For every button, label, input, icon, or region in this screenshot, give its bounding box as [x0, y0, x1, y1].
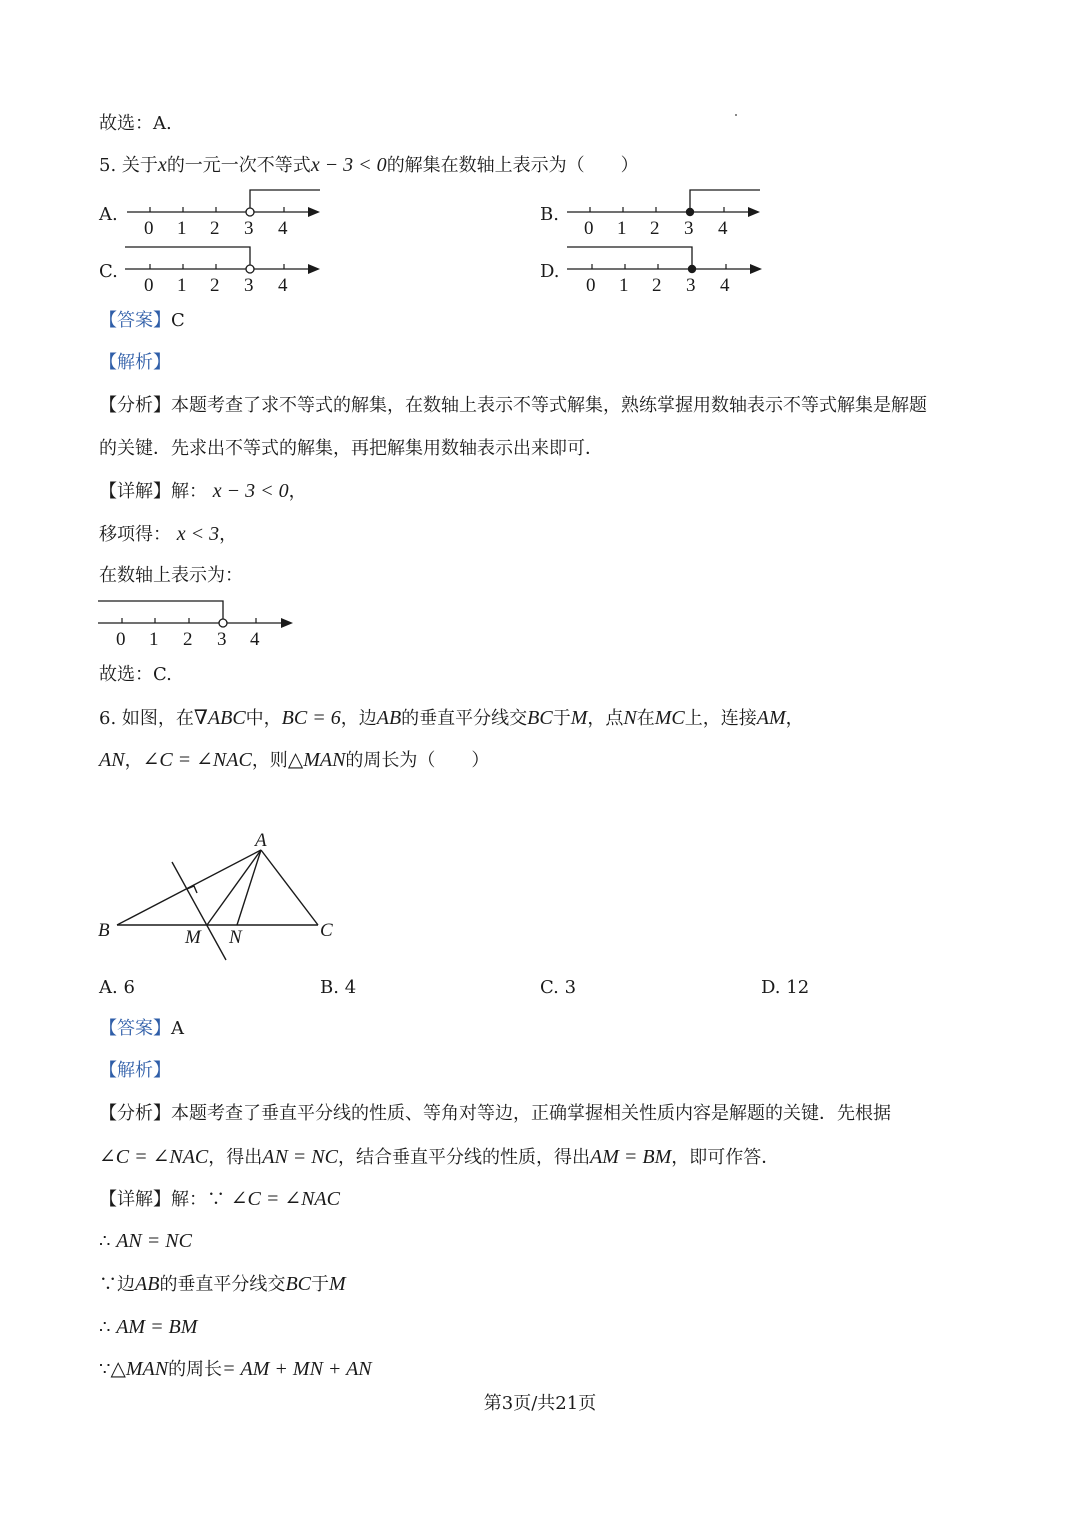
q5-stem-pre: 关于 [121, 155, 158, 176]
q6-answer-line: 【答案】A [99, 1018, 184, 1039]
q6-option-a: A. 6 [99, 977, 135, 998]
detail-tag: 【详解】 [99, 481, 171, 502]
tick-label-3: 3 [684, 218, 694, 239]
q6-step2: ∵边AB的垂直平分线交BC于M [99, 1273, 346, 1295]
vertex-b-label: B [98, 920, 110, 941]
fenxi-tag: 【分析】 [99, 395, 171, 416]
q6-stem-line1: 6. 如图，在∇ABC中，BC = 6，边AB的垂直平分线交BC于M，点N在MC上，连接AM， [99, 707, 804, 729]
fenxi-text: 本题考查了求不等式的解集，在数轴上表示不等式解集，熟练掌握用数轴表示不等式解集是解题 [171, 395, 927, 416]
tick-label-1: 1 [177, 275, 187, 296]
detail-eq: x − 3 < 0 [212, 480, 289, 502]
q5-analysis-tag: 【解析】 [99, 352, 171, 373]
detail-prefix: 解： [171, 481, 207, 502]
tick-label-4: 4 [278, 275, 288, 296]
q5-option-a-label: A. [99, 204, 118, 225]
point-n-label: N [229, 927, 242, 948]
q5-inequality: x − 3 < 0 [310, 154, 387, 176]
q5-number: 5. [99, 155, 117, 176]
tick-label-1: 1 [617, 218, 627, 239]
q6-step3: ∴ AM = BM [99, 1316, 198, 1338]
q6-option-d: D. 12 [761, 977, 810, 998]
move-prefix: 移项得： [99, 524, 171, 545]
tick-label-1: 1 [177, 218, 187, 239]
q6-fenxi-line1: 【分析】本题考查了垂直平分线的性质、等角对等边，正确掌握相关性质内容是解题的关键．先根据 [99, 1103, 891, 1124]
tick-label-0: 0 [144, 218, 154, 239]
prev-conclusion: 故选：A. [99, 113, 172, 134]
tick-label-3: 3 [217, 629, 227, 650]
q6-fenxi-line2: ∠C = ∠NAC，得出AN = NC，结合垂直平分线的性质，得出AM = BM，即可作答． [99, 1146, 780, 1168]
q6-step4: ∵△MAN的周长= AM + MN + AN [99, 1358, 372, 1380]
page-footer: 第3页/共21页 [483, 1393, 597, 1414]
q6-stem-line2: AN，∠C = ∠NAC，则△MAN的周长为（ ） [99, 749, 490, 771]
tick-label-0: 0 [144, 275, 154, 296]
tick-label-1: 1 [619, 275, 629, 296]
q5-stem-mid: 的一元一次不等式 [166, 155, 311, 176]
q6-option-c: C. 3 [540, 977, 577, 998]
tick-label-4: 4 [278, 218, 288, 239]
tick-label-3: 3 [686, 275, 696, 296]
q5-answer: C [171, 310, 185, 331]
segment-am [207, 850, 261, 925]
detail-comma: ， [288, 481, 307, 502]
q5-var-x: x [157, 154, 167, 176]
point-m-label: M [185, 927, 201, 948]
vertex-a-label: A [255, 830, 267, 851]
q5-conclusion: 故选：C. [99, 664, 172, 685]
q5-option-d-label: D. [540, 261, 560, 282]
tick-label-4: 4 [720, 275, 730, 296]
tick-label-2: 2 [210, 218, 220, 239]
tick-label-2: 2 [650, 218, 660, 239]
q5-option-c-label: C. [99, 261, 118, 282]
q5-fenxi-line2: 的关键．先求出不等式的解集，再把解集用数轴表示出来即可． [99, 438, 603, 459]
tick-label-2: 2 [210, 275, 220, 296]
q5-stem-post: 的解集在数轴上表示为（ ） [386, 155, 639, 176]
tick-label-0: 0 [584, 218, 594, 239]
move-eq: x < 3 [176, 523, 220, 545]
tick-label-0: 0 [586, 275, 596, 296]
q5-axis-text: 在数轴上表示为： [99, 565, 243, 586]
tick-label-1: 1 [149, 629, 159, 650]
tick-label-3: 3 [244, 275, 254, 296]
move-comma: ， [219, 524, 238, 545]
answer-tag: 【答案】 [99, 310, 171, 331]
tick-label-3: 3 [244, 218, 254, 239]
vertex-c-label: C [320, 920, 333, 941]
tick-label-4: 4 [250, 629, 260, 650]
q6-analysis-tag: 【解析】 [99, 1060, 171, 1081]
tick-label-4: 4 [718, 218, 728, 239]
q6-option-b: B. 4 [320, 977, 357, 998]
q6-step1: ∴ AN = NC [99, 1230, 192, 1252]
segment-ac [261, 850, 318, 925]
tick-label-2: 2 [652, 275, 662, 296]
tick-label-0: 0 [116, 629, 126, 650]
tick-label-2: 2 [183, 629, 193, 650]
q5-option-b-label: B. [540, 204, 559, 225]
q6-detail-line: 【详解】解：∵ ∠C = ∠NAC [99, 1188, 340, 1210]
